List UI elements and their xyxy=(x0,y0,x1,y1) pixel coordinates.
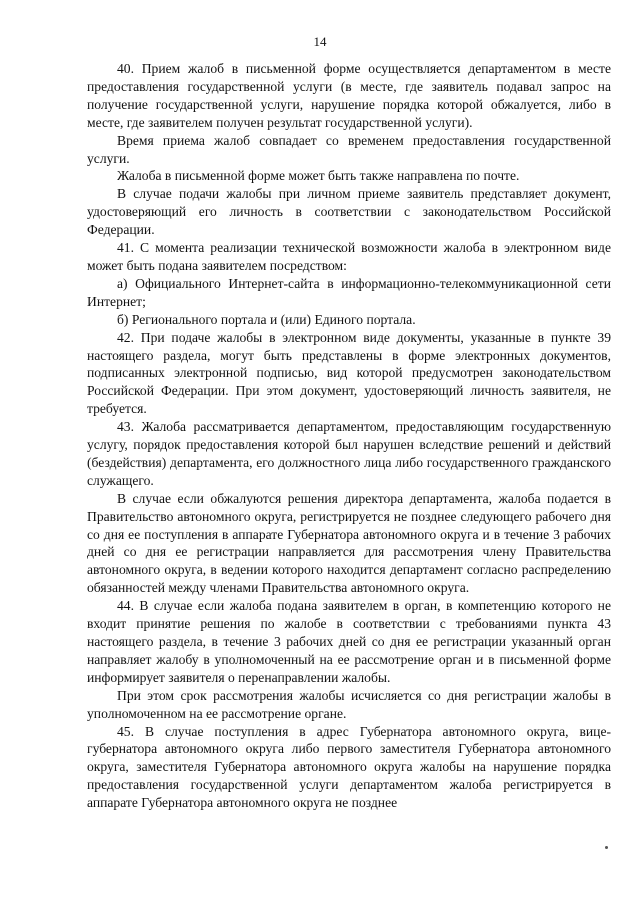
list-item-a: а) Официального Интернет-сайта в информационно-телекоммуникационной сети Интернет; xyxy=(87,275,611,309)
paragraph-reception-time: Время приема жалоб совпадает со временем предоставления государственной услуги. xyxy=(87,132,611,166)
list-item-b: б) Регионального портала и (или) Единого портала. xyxy=(117,311,416,327)
scan-speck xyxy=(605,846,608,849)
paragraph-43: 43. Жалоба рассматривается департаментом, предоставляющим государственную услугу, порядок предоставления которой был нарушен вследствие решений и действий (бездействия) департамента, его должностного лица либо государственного гражданского служащего. xyxy=(87,419,611,488)
paragraph-40: 40. Прием жалоб в письменной форме осуществляется департаментом в месте предоставления государственной услуги (в месте, где заявитель подавал запрос на получение государственной услуги, нарушение порядка которой обжалуется, либо в месте, где заявителем получен результат государственной услуги). xyxy=(87,61,611,130)
paragraph-personal-reception: В случае подачи жалобы при личном приеме заявитель представляет документ, удостоверяющий его личность в соответствии с законодательством Российской Федерации. xyxy=(87,186,611,238)
paragraph-44: 44. В случае если жалоба подана заявителем в орган, в компетенцию которого не входит принятие решения по жалобе в соответствии с требованиями пункта 43 настоящего раздела, в течение 3 рабочих дней со дня ее регистрации указанный орган направляет жалобу в уполномоченный на ее рассмотрение орган и в письменной форме информирует заявителя о перенаправлении жалобы. xyxy=(87,598,611,685)
paragraph-41: 41. С момента реализации технической возможности жалоба в электронном виде может быть подана заявителем посредством: xyxy=(87,240,611,273)
page-number: 14 xyxy=(313,34,327,49)
paragraph-42: 42. При подаче жалобы в электронном виде документы, указанные в пункте 39 настоящего раздела, могут быть представлены в форме электронных документов, подписанных электронной подписью, вид которой предусмотрен законодательством Российской Федерации. При этом документ, удостоверяющий личность заявителя, не требуется. xyxy=(87,329,611,417)
document-body xyxy=(87,60,611,812)
paragraph-mail: Жалоба в письменной форме может быть также направлена по почте. xyxy=(117,168,520,184)
paragraph-review-period: При этом срок рассмотрения жалобы исчисляется со дня регистрации жалобы в уполномоченном на ее рассмотрение органе. xyxy=(87,687,611,721)
paragraph-director-complaint: В случае если обжалуются решения директора департамента, жалоба подается в Правительство автономного округа, регистрируется не позднее следующего рабочего дня со дня ее поступления в аппарате Губернатора автономного округа и в течение 3 рабочих дней со дня ее регистрации направляется для рассмотрения члену Правительства автономного округа, в ведении которого находится департамент согласно распределению обязанностей между членами Правительства автономного округа. xyxy=(87,490,611,596)
paragraph-45: 45. В случае поступления в адрес Губернатора автономного округа, вице-губернатора автономного округа либо первого заместителя Губернатора автономного округа, заместителя Губернатора автономного округа жалобы на нарушение порядка предоставления государственной услуги департаментом жалоба регистрируется в аппарате Губернатора автономного округа не позднее xyxy=(87,723,611,811)
